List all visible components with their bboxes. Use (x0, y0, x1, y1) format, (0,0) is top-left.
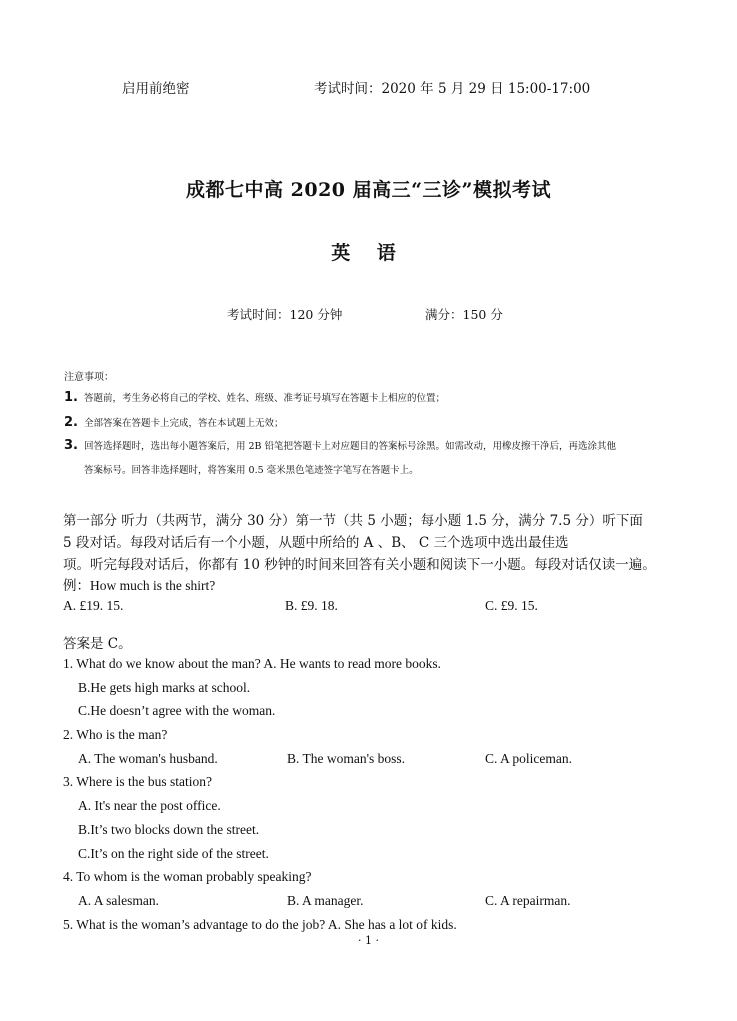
example-question: 例：How much is the shirt? (63, 578, 216, 593)
question-2-option-a: A. The woman's husband. (78, 751, 218, 766)
question-3-option-c: C.It’s on the right side of the street. (78, 846, 269, 861)
example-option-b: B. £9. 18. (285, 598, 338, 613)
section-intro-line: 5 段对话。每段对话后有一个小题，从题中所给的 A 、B、 C 三个选项中选出最佳选 (63, 535, 569, 551)
notice-text: 全部答案在答题卡上完成，答在本试题上无效； (83, 418, 284, 429)
question-3-option-a: A. It's near the post office. (78, 798, 221, 813)
full-score: 满分：150 分 (425, 307, 503, 322)
notice-number: 2. (64, 415, 78, 430)
question-4: 4. To whom is the woman probably speaking? (63, 869, 312, 884)
question-2-option-b: B. The woman's boss. (287, 751, 406, 766)
page-number: · 1 · (358, 934, 379, 947)
notice-continuation: 答案标号。回答非选择题时，将答案用 0.5 毫米黑色笔迹签字笔写在答题卡上。 (84, 465, 419, 476)
question-1-option-b: B.He gets high marks at school. (78, 680, 251, 695)
section-intro-line: 项。听完每段对话后，你都有 10 秒钟的时间来回答有关小题和阅读下一小题。每段对话仅读一遍。 (63, 557, 656, 573)
question-4-option-b: B. A manager. (287, 893, 364, 908)
notice-number: 3. (64, 438, 78, 453)
question-3: 3. Where is the bus station? (63, 774, 212, 789)
example-answer: 答案是 C。 (63, 636, 132, 652)
notice-number: 1. (64, 390, 78, 405)
page-title: 成都七中高 2020 届高三“三诊”模拟考试 (186, 179, 551, 201)
question-5: 5. What is the woman’s advantage to do the job? A. She has a lot of kids. (63, 917, 457, 932)
notice-item (64, 390, 445, 405)
header-left: 启用前绝密 (122, 81, 190, 97)
question-2-option-c: C. A policeman. (485, 751, 572, 766)
subject-title: 英 语 (331, 242, 406, 264)
example-option-a: A. £19. 15. (63, 598, 124, 613)
question-1-option-c: C.He doesn’t agree with the woman. (78, 703, 276, 718)
notice-item (64, 438, 616, 453)
example-option-c: C. £9. 15. (485, 598, 538, 613)
exam-duration: 考试时间：120 分钟 (227, 307, 343, 322)
notice-text: 回答选择题时，选出每小题答案后，用 2B 铅笔把答题卡上对应题目的答案标号涂黑。如需改动，用橡皮擦干净后，再选涂其他 (83, 441, 617, 452)
notice-text: 答题前，考生务必将自己的学校、姓名、班级、准考证号填写在答题卡上相应的位置； (83, 393, 445, 404)
notice-item (64, 415, 284, 430)
question-4-option-a: A. A salesman. (78, 893, 159, 908)
question-1: 1. What do we know about the man? A. He wants to read more books. (63, 656, 442, 671)
exam-date: 考试时间：2020 年 5 月 29 日 15:00-17:00 (314, 81, 591, 97)
section-intro-line: 第一部分 听力（共两节，满分 30 分）第一节（共 5 小题；每小题 1.5 分，满分 7.5 分）听下面 (63, 513, 643, 529)
question-4-option-c: C. A repairman. (485, 893, 571, 908)
notice-heading: 注意事项： (64, 372, 114, 383)
question-2: 2. Who is the man? (63, 727, 168, 742)
question-3-option-b: B.It’s two blocks down the street. (78, 822, 260, 837)
